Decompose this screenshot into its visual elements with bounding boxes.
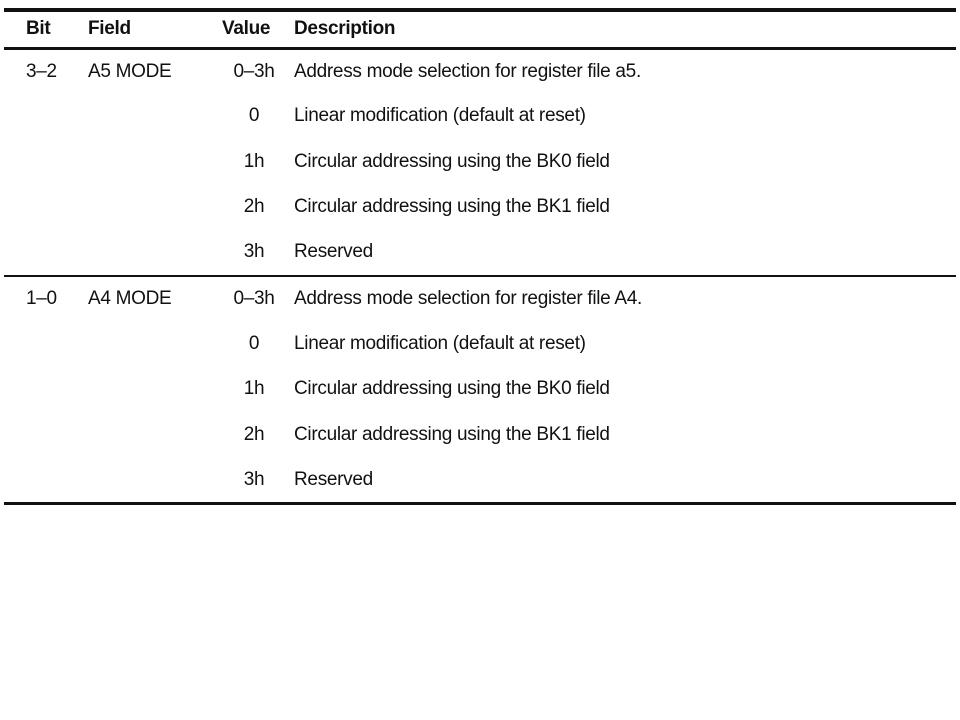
field-cell-empty: [88, 367, 222, 413]
field-cell-empty: [88, 230, 222, 276]
bit-cell: 1–0: [26, 287, 57, 309]
value-cell: 2h: [243, 196, 265, 218]
table-row: [4, 94, 956, 140]
table-row: [4, 185, 956, 231]
table-row: [4, 367, 956, 413]
bit-cell-empty: [4, 367, 88, 413]
field-cell-empty: [88, 412, 222, 458]
description-cell: Circular addressing using the BK1 field: [294, 196, 610, 218]
value-cell: 0–3h: [233, 287, 275, 309]
description-cell: Linear modification (default at reset): [294, 332, 586, 354]
field-cell-empty: [88, 94, 222, 140]
table-row: [4, 458, 956, 504]
header-value: Value: [222, 10, 294, 48]
description-cell: Circular addressing using the BK0 field: [294, 378, 610, 400]
header-description: Description: [294, 10, 956, 48]
description-cell: Reserved: [294, 458, 956, 504]
value-cell: 3h: [222, 458, 294, 504]
header-field: Field: [88, 10, 222, 48]
value-cell: 1h: [243, 150, 265, 172]
bit-cell-empty: [4, 185, 88, 231]
table-row: [4, 139, 956, 185]
field-cell-empty: [88, 458, 222, 504]
table-row: [4, 276, 956, 322]
bit-cell-empty: [4, 139, 88, 185]
value-cell: 1h: [243, 378, 265, 400]
table-row: [4, 48, 956, 94]
description-cell: Address mode selection for register file A4.: [294, 287, 642, 309]
register-field-table: [4, 8, 956, 505]
bit-cell-empty: [4, 458, 88, 504]
field-cell-empty: [88, 321, 222, 367]
field-cell-empty: [88, 139, 222, 185]
description-cell: Address mode selection for register file a5.: [294, 60, 641, 82]
table-row: [4, 412, 956, 458]
table-row: [4, 230, 956, 276]
value-cell: 0: [248, 105, 260, 127]
field-group-a4-mode: [4, 276, 956, 504]
value-cell: 0–3h: [233, 60, 275, 82]
field-group-a5-mode: [4, 48, 956, 276]
header-bit: Bit: [4, 10, 88, 48]
bit-cell-empty: [4, 321, 88, 367]
field-cell: A4 MODE: [88, 287, 172, 309]
description-cell: Reserved: [294, 230, 956, 276]
field-cell: A5 MODE: [88, 60, 172, 82]
bit-cell-empty: [4, 230, 88, 276]
value-cell: 3h: [222, 230, 294, 276]
bit-cell-empty: [4, 94, 88, 140]
table-row: [4, 321, 956, 367]
value-cell: 2h: [243, 423, 265, 445]
bit-cell-empty: [4, 412, 88, 458]
table-header: [4, 10, 956, 48]
description-cell: Circular addressing using the BK1 field: [294, 423, 610, 445]
description-cell: Linear modification (default at reset): [294, 105, 586, 127]
bit-cell: 3–2: [26, 60, 57, 82]
field-cell-empty: [88, 185, 222, 231]
header-row: [4, 10, 956, 48]
value-cell: 0: [248, 332, 260, 354]
description-cell: Circular addressing using the BK0 field: [294, 150, 610, 172]
